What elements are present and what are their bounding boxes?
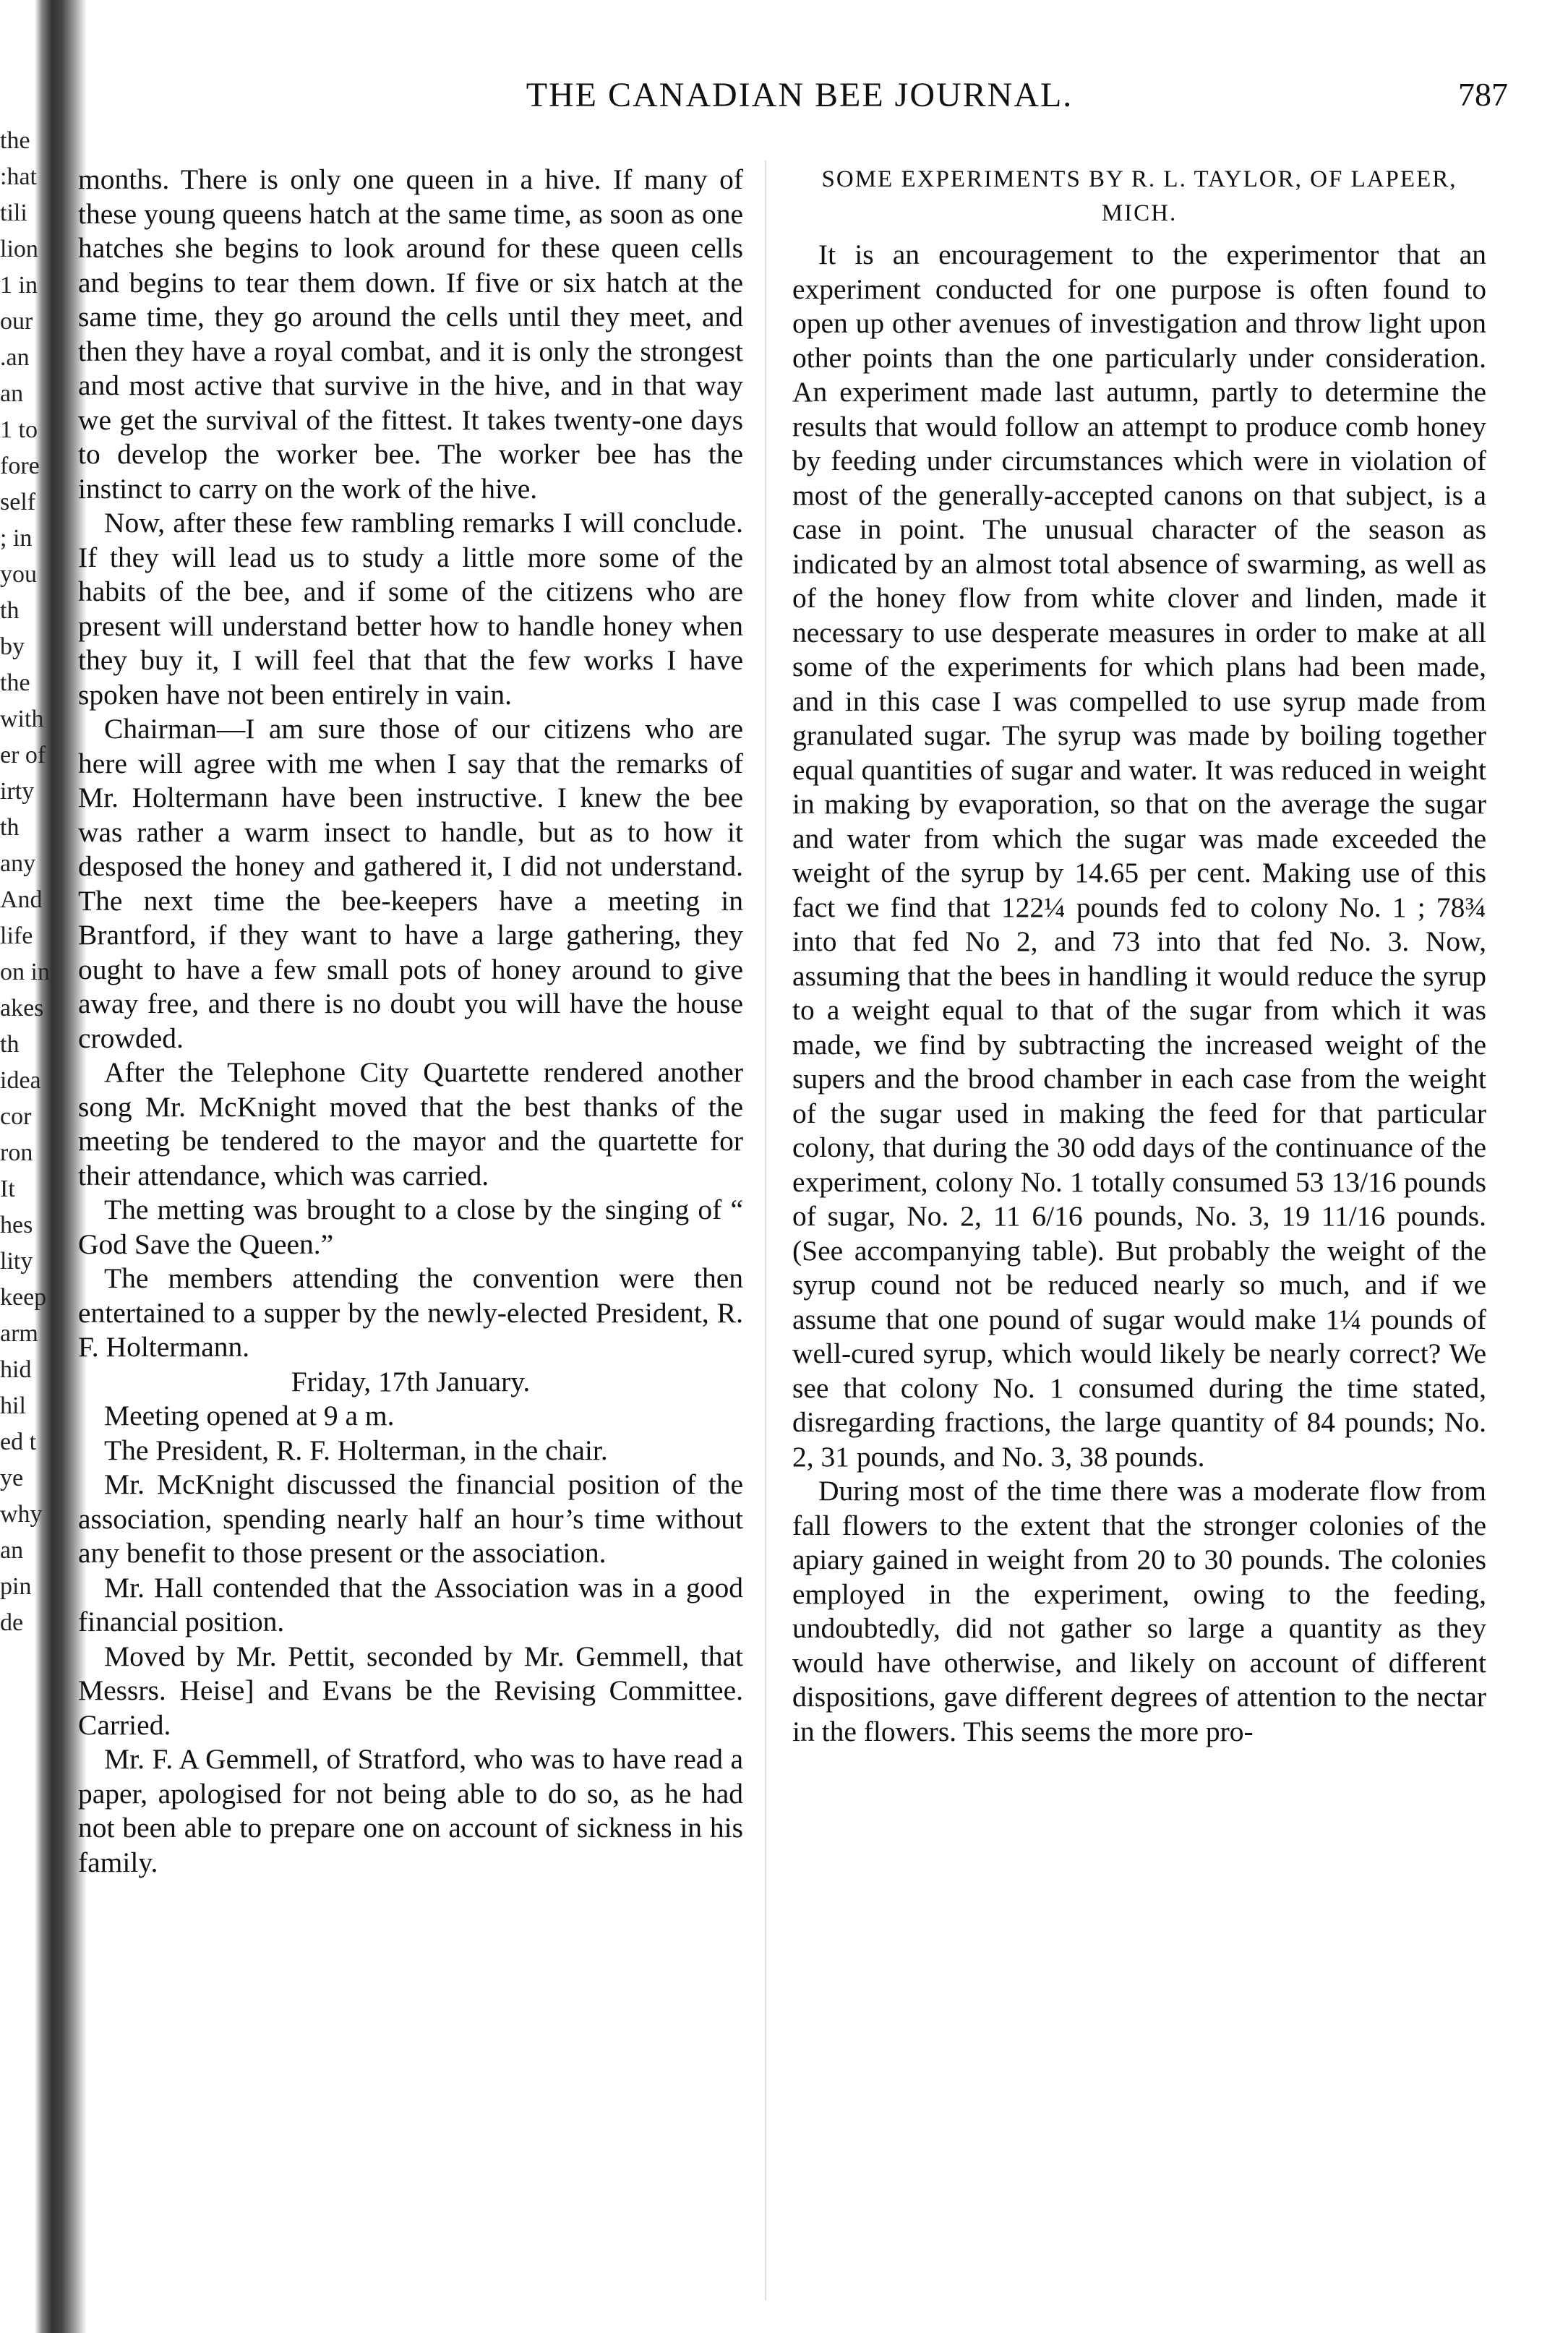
column-divider [765,160,766,2300]
left-paragraph: Mr. McKnight discussed the financial position of the association, spending nearly half an hour’s time without any benefit to those present or the association. [78,1468,743,1569]
margin-fragment: ed t [0,1429,37,1455]
margin-fragment: keep [0,1284,47,1311]
margin-fragment: by [0,633,25,660]
margin-fragment: the [0,127,30,154]
left-paragraph: Meeting opened at 9 a m. [104,1400,395,1431]
margin-fragment: th [0,597,20,624]
margin-fragment: the [0,669,30,696]
margin-fragment: an [0,380,24,407]
left-paragraph: The President, R. F. Holterman, in the chair. [104,1434,608,1466]
margin-fragment: lity [0,1248,33,1275]
left-paragraph: The members attending the convention were then entertained to a supper by the newly-elected President, R. F. Holtermann. [78,1262,743,1363]
margin-fragment: cor [0,1103,32,1130]
margin-fragment: on in [0,959,50,985]
margin-fragment: hil [0,1392,26,1419]
margin-fragment: ; in [0,525,33,552]
margin-bleed-text [0,123,50,1641]
left-paragraph: months. There is only one queen in a hive. If many of these young queens hatch at the same time, as soon as one hatches she begins to look around for these queen cells and begins to tear them down. If five or six hatch at the same time, they go around the cells until they meet, and then they have a royal combat, and it is only the strongest and most active that survive in the hive, and in that way we get the survival of the fittest. It takes twenty-one days to develop the worker bee. The worker bee has the instinct to carry on the work of the hive. [78,163,743,505]
margin-fragment: tili [0,200,27,226]
page-header [91,75,1508,119]
margin-fragment: arm [0,1320,38,1347]
margin-fragment: And [0,886,43,913]
margin-fragment: life [0,923,33,949]
margin-fragment: akes [0,995,44,1022]
margin-fragment: why [0,1501,43,1528]
margin-fragment: .an [0,344,30,371]
margin-fragment: hes [0,1212,33,1238]
margin-fragment: de [0,1609,24,1636]
margin-fragment: pin [0,1573,32,1600]
margin-fragment: hid [0,1356,32,1383]
margin-fragment: ron [0,1139,33,1166]
margin-fragment: irty [0,778,35,805]
margin-fragment: self [0,489,36,515]
margin-fragment: you [0,561,37,588]
margin-fragment: 1 to [0,416,38,443]
margin-fragment: It [0,1176,15,1202]
margin-fragment: with [0,706,44,732]
right-paragraph: During most of the time there was a moderate flow from fall flowers to the extent that the stronger colonies of the apiary gained in weight from 20 to 30 pounds. The colonies employed in the experiment, owing to the feeding, undoubtedly, did not gather so large a quantity as they would have otherwise, and likely on account of different dispositions, gave different degrees of attention to the nectar in the flowers. This seems the more pro- [792,1475,1486,1747]
left-column [78,163,743,1880]
margin-fragment: th [0,1031,20,1058]
margin-fragment: er of [0,742,46,769]
margin-fragment: :hat [0,163,37,190]
left-paragraph: Friday, 17th January. [291,1365,531,1397]
margin-fragment: idea [0,1067,41,1094]
margin-fragment: our [0,308,33,335]
article-heading: SOME EXPERIMENTS BY R. L. TAYLOR, OF LAPEER, MICH. [821,166,1457,226]
margin-fragment: ye [0,1465,24,1491]
page-number: 787 [1458,76,1508,113]
left-paragraph: After the Telephone City Quartette rendered another song Mr. McKnight moved that the best thanks of the meeting be tendered to the mayor and the quartette for their attendance, which was carried. [78,1056,743,1191]
margin-fragment: lion [0,236,38,262]
margin-fragment: any [0,850,36,877]
margin-fragment: fore [0,453,40,479]
left-paragraph: Mr. F. A Gemmell, of Stratford, who was to have read a paper, apologised for not being able to do so, as he had not been able to prepare one on account of sickness in his family. [78,1743,743,1878]
left-paragraph: Mr. Hall contended that the Association was in a good financial position. [78,1571,743,1638]
margin-fragment: an [0,1537,24,1564]
left-paragraph: Chairman—I am sure those of our citizens who are here will agree with me when I say that the remarks of Mr. Holtermann have been instructive. I knew the bee was rather a warm insect to handle, but as to how it desposed the honey and gathered it, I did not understand. The next time the bee-keepers have a meeting in Brantford, if they want to have a large gathering, they ought to have a few small pots of honey around to give away free, and there is no doubt you will have the house crowded. [78,713,743,1054]
right-column [792,163,1486,1749]
article-body [792,238,1486,1749]
journal-title: THE CANADIAN BEE JOURNAL. [526,76,1074,114]
margin-fragment: 1 in [0,272,38,299]
right-paragraph: It is an encouragement to the experimentor that an experiment conducted for one purpose is often found to open up other avenues of investigation and throw light upon other points than the one particularly under consideration. An experiment made last autumn, partly to determine the results that would follow an attempt to produce comb honey by feeding under circumstances which were in violation of most of the generally-accepted canons on that subject, is a case in point. The unusual character of the season as indicated by an almost total absence of swarming, as well as of the honey flow from white clover and linden, made it necessary to use desperate measures in order to make at all some of the experiments for which plans had been made, and in this case I was compelled to use syrup made from granulated sugar. The syrup was made by boiling together equal quantities of sugar and water. It was reduced in weight in making by evaporation, so that on the average the sugar and water from which the sugar was made exceeded the weight of the syrup by 14.65 per cent. Making use of this fact we find that 122¼ pounds fed to colony No. 1 ; 78¾ into that fed No 2, and 73 into that fed No. 3. Now, assuming that the bees in handling it would reduce the syrup to a weight equal to that of the sugar from which it was made, we find by subtracting the increased weight of the supers and the brood chamber in each case from the weight of the sugar used in making the feed for that particular colony, that during the 30 odd days of the continuance of the experiment, colony No. 1 totally consumed 53 13/16 pounds of sugar, No. 2, 11 6/16 pounds, No. 3, 19 11/16 pounds. (See accompanying table). But probably the weight of the syrup cound not be reduced nearly so much, and if we assume that one pound of sugar would make 1¼ pounds of well-cured syrup, which would likely be nearly correct? We see that colony No. 1 consumed during the time stated, disregarding fractions, the large quantity of 84 pounds; No. 2, 31 pounds, and No. 3, 38 pounds. [792,239,1486,1473]
margin-fragment: th [0,814,20,841]
left-paragraph: Moved by Mr. Pettit, seconded by Mr. Gemmell, that Messrs. Heise] and Evans be the Revising Committee. Carried. [78,1640,743,1741]
left-paragraph: The metting was brought to a close by the singing of “ God Save the Queen.” [78,1194,743,1260]
left-paragraph: Now, after these few rambling remarks I will conclude. If they will lead us to study a little more some of the habits of the bee, and if some of the citizens who are present will understand better how to handle honey when they buy it, I will feel that that the few works I have spoken have not been entirely in vain. [78,507,743,711]
